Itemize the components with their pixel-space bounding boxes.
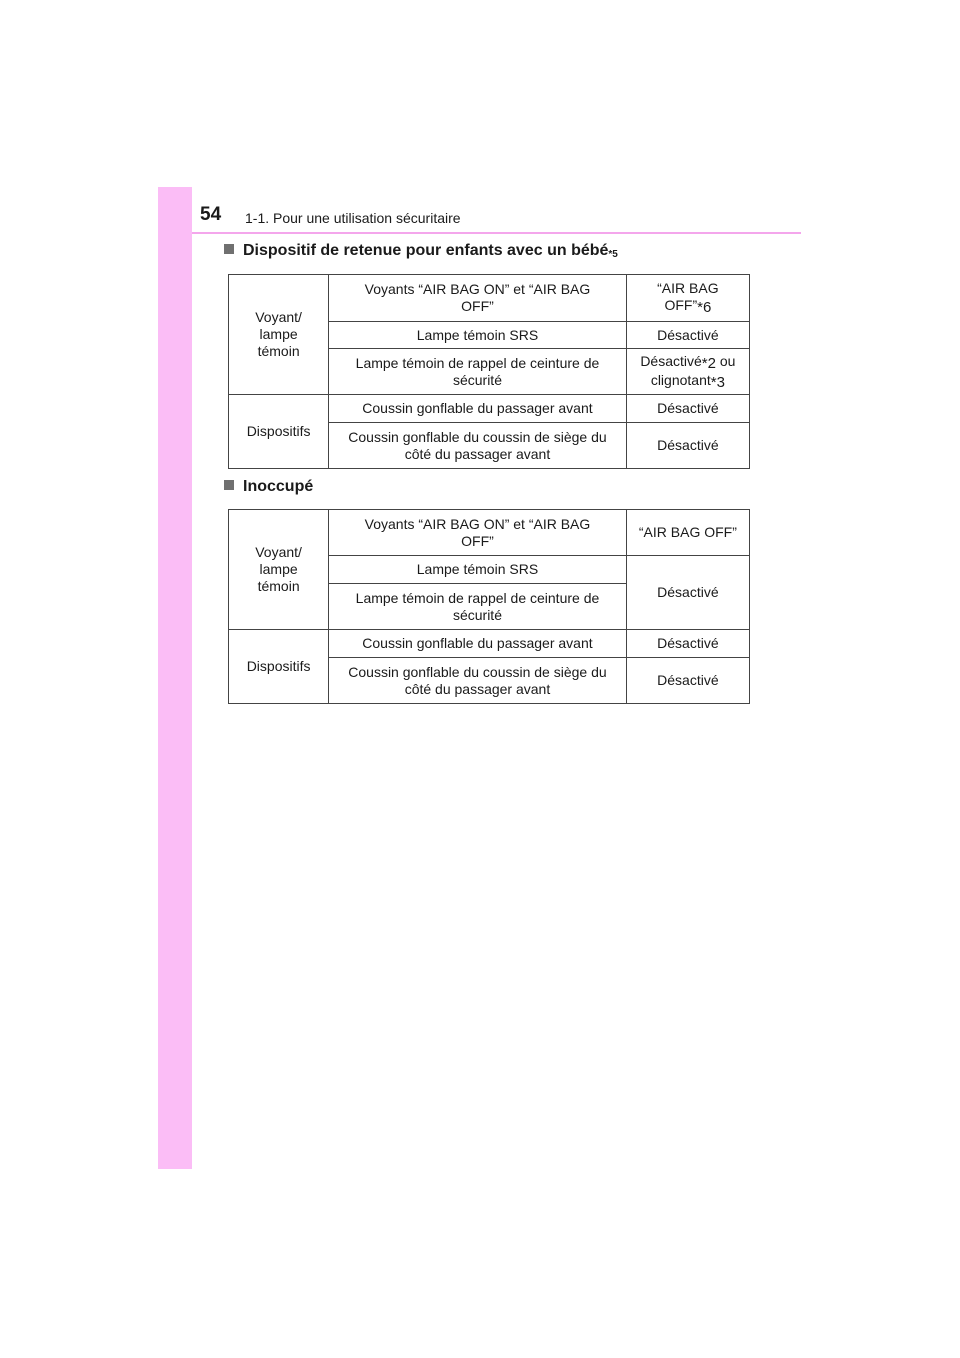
table-inoccupe xyxy=(228,509,750,704)
status-cell: “AIR BAG OFF” xyxy=(626,510,749,556)
status-cell: Désactivé xyxy=(626,395,749,423)
item-cell: Lampe témoin de rappel de ceinture de sécurité xyxy=(329,584,627,630)
table-row xyxy=(229,395,750,423)
item-cell: Coussin gonflable du coussin de siège du côté du passager avant xyxy=(329,423,627,469)
footnote-ref: *5 xyxy=(608,249,618,260)
status-cell: Désactivé xyxy=(626,322,749,349)
side-tab xyxy=(158,187,192,1169)
status-cell: Désactivé$^{*2}$ ou clignotant$^{*3}$ xyxy=(626,349,749,395)
item-cell: Voyants “AIR BAG ON” et “AIR BAG OFF” xyxy=(329,275,627,322)
status-cell: Désactivé xyxy=(626,423,749,469)
bullet-square-icon xyxy=(224,480,234,490)
status-cell: “AIR BAG OFF”$^{*6}$ xyxy=(626,275,749,322)
section-header: 1-1. Pour une utilisation sécuritaire xyxy=(245,210,461,226)
item-cell: Lampe témoin de rappel de ceinture de sécurité xyxy=(329,349,627,395)
page-number: 54 xyxy=(200,204,222,225)
item-cell: Voyants “AIR BAG ON” et “AIR BAG OFF” xyxy=(329,510,627,556)
bullet-square-icon xyxy=(224,244,234,254)
group-label-dispositifs: Dispositifs xyxy=(229,630,329,704)
item-cell: Coussin gonflable du passager avant xyxy=(329,395,627,423)
group-label-voyant: Voyant/ lampe témoin xyxy=(229,510,329,630)
table-bebe xyxy=(228,274,750,469)
status-cell: Désactivé xyxy=(626,630,749,658)
item-cell: Lampe témoin SRS xyxy=(329,556,627,584)
item-cell: Coussin gonflable du coussin de siège du côté du passager avant xyxy=(329,658,627,704)
table-row xyxy=(229,630,750,658)
status-cell: Désactivé xyxy=(626,556,749,630)
group-label-voyant: Voyant/ lampe témoin xyxy=(229,275,329,395)
status-cell: Désactivé xyxy=(626,658,749,704)
section-title-bebe: Dispositif de retenue pour enfants avec un bébé$^{*5}$ xyxy=(224,242,618,260)
table-row xyxy=(229,510,750,556)
group-label-dispositifs: Dispositifs xyxy=(229,395,329,469)
section-title-inoccupe: Inoccupé xyxy=(224,478,313,496)
header-divider xyxy=(192,232,801,234)
item-cell: Coussin gonflable du passager avant xyxy=(329,630,627,658)
table-row xyxy=(229,275,750,322)
item-cell: Lampe témoin SRS xyxy=(329,322,627,349)
